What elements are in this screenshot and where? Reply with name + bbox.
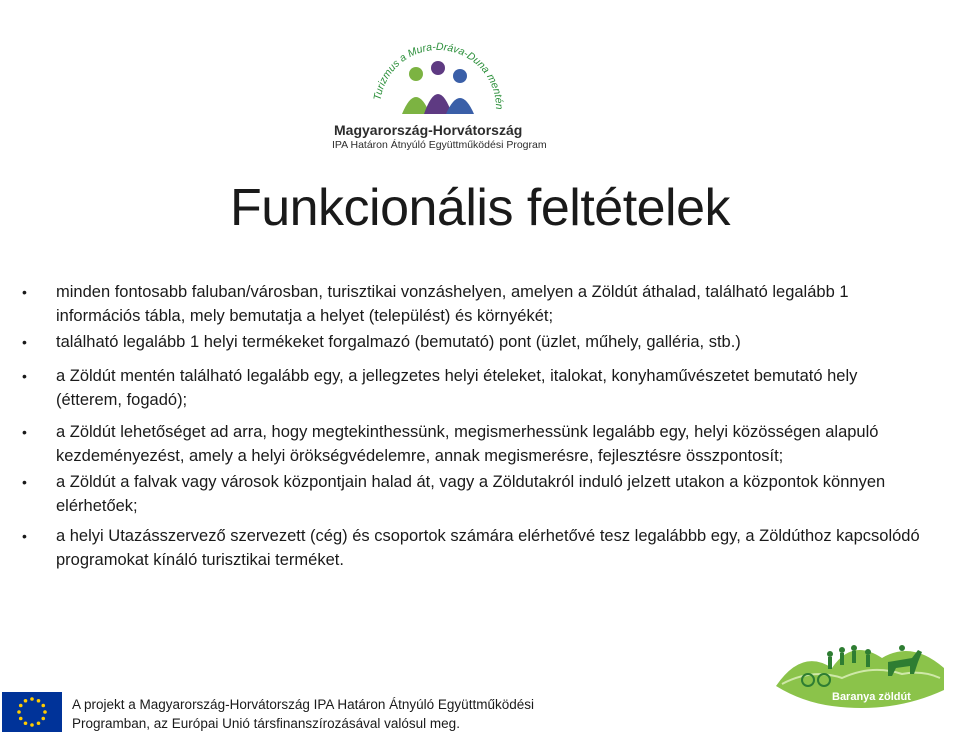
eu-star bbox=[17, 710, 21, 714]
brand-name: Magyarország-Horvátország bbox=[334, 122, 523, 138]
bullet-dot-icon: • bbox=[22, 284, 27, 300]
program-logo-icon bbox=[358, 28, 518, 120]
list-item bbox=[22, 364, 922, 412]
bullet-list bbox=[22, 280, 922, 572]
bullet-dot-icon: • bbox=[22, 368, 27, 384]
baranya-logo-icon bbox=[772, 628, 948, 720]
bullet-dot-icon: • bbox=[22, 474, 27, 490]
eu-star bbox=[24, 721, 28, 725]
footer-line-1: A projekt a Magyarország-Horvátország IPA Határon Átnyúló Együttműködési bbox=[72, 697, 534, 712]
bullet-dot-icon: • bbox=[22, 424, 27, 440]
eu-star bbox=[30, 723, 34, 727]
eu-star bbox=[30, 697, 34, 701]
eu-star bbox=[24, 699, 28, 703]
list-item bbox=[22, 330, 922, 354]
eu-flag-icon bbox=[2, 692, 62, 732]
bullet-dot-icon: • bbox=[22, 528, 27, 544]
logo-arc-text: Turizmus a Mura-Dráva-Duna mentén bbox=[371, 40, 506, 110]
brand-subtitle: IPA Határon Átnyúló Együttműködési Program bbox=[332, 139, 547, 151]
program-logo bbox=[318, 28, 550, 152]
list-item bbox=[22, 524, 922, 572]
list-item-text: a Zöldút a falvak vagy városok központjain halad át, vagy a Zöldutakról induló jelzett utakon a központok könnyen elérhetőek; bbox=[56, 473, 886, 515]
eu-star bbox=[41, 704, 45, 708]
list-item-text: a Zöldút mentén található legalább egy, a jellegzetes helyi ételeket, italokat, konyhaművészetet bemutató hely (étterem, fogadó); bbox=[56, 367, 858, 409]
eu-star bbox=[37, 699, 41, 703]
eu-star bbox=[37, 721, 41, 725]
eu-star bbox=[41, 717, 45, 721]
list-item-text: minden fontosabb faluban/városban, turisztikai vonzáshelyen, amelyen a Zöldút áthalad, található legalább 1 információs tábla, mely bemutatja a helyet (települést) és környékét; bbox=[56, 283, 849, 325]
eu-star bbox=[19, 717, 23, 721]
list-item bbox=[22, 470, 922, 518]
baranya-logo-text: Baranya zöldút bbox=[832, 691, 911, 703]
list-item-text: a helyi Utazásszervező szervezett (cég) és csoportok számára elérhetővé tesz legalábbb egy, a Zöldúthoz kapcsolódó programokat kínáló turisztikai terméket. bbox=[56, 527, 920, 569]
footer-line-2: Programban, az Európai Unió társfinanszírozásával valósul meg. bbox=[72, 716, 460, 731]
eu-star bbox=[43, 710, 47, 714]
list-item bbox=[22, 280, 922, 328]
list-item-text: a Zöldút lehetőséget ad arra, hogy megtekinthessünk, megismerhessünk legalább egy, helyi közösségen alapuló kezdeményezést, amely a helyi örökségvédelemre, annak megismerésre, fejlesztésre összpontosít; bbox=[56, 423, 879, 465]
page-title: Funkcionális feltételek bbox=[229, 179, 731, 237]
footer-text bbox=[72, 695, 534, 733]
bullet-dot-icon: • bbox=[22, 334, 27, 350]
eu-star bbox=[19, 704, 23, 708]
list-item-text: található legalább 1 helyi termékeket forgalmazó (bemutató) pont (üzlet, műhely, galléria, stb.) bbox=[56, 333, 741, 351]
list-item bbox=[22, 420, 922, 468]
